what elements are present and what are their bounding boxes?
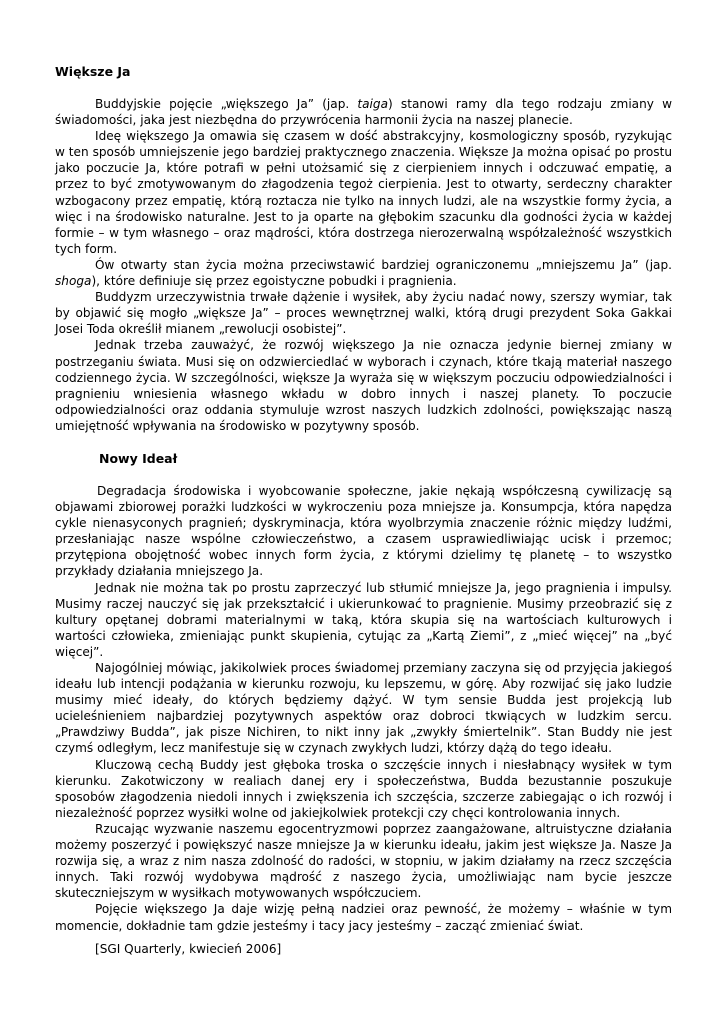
paragraph: Kluczową cechą Buddy jest głęboka troska o szczęście innych i niesłabnący wysiłek w tym kierunku. Zakotwiczony w realiach danej ery i społeczeństwa, Budda bezustannie poszukuje sposobów złagodzenia niedoli innych i zwiększenia ich szczęścia, szczerze zabiegając o ich rozwój i niezależność poprzez wysiłki wolne od jakiejkolwiek protekcji czy chęci kontrolowania innych. bbox=[55, 757, 672, 820]
paragraph: Ów otwarty stan życia można przeciwstawić bardziej ograniczonemu „mniejszemu Ja” (jap. shoga), które definiuje się przez egoistyczne pobudki i pragnienia. bbox=[55, 257, 672, 289]
section-body-wieksze-ja bbox=[55, 96, 672, 434]
paragraph: Ideę większego Ja omawia się czasem w dość abstrakcyjny, kosmologiczny sposób, ryzykując w ten sposób umniejszenie jego bardziej praktycznego znaczenia. Większe Ja można opisać po prostu jako poczucie Ja, które potrafi w pełni utożsamić się z cierpieniem innych i odczuwać empatię, a przez to być zmotywowanym do złagodzenia tegoż cierpienia. Jest to otwarty, serdeczny charakter wzbogacony przez empatię, którą roztacza nie tylko na innych ludzi, ale na wszystkie formy życia, a więc i na środowisko naturalne. Jest to ja oparte na głębokim szacunku dla godności życia w każdej formie – w tym własnego – oraz mądrości, która dostrzega nierozerwalną współzależność wszystkich tych form. bbox=[55, 129, 672, 256]
paragraph: Buddyzm urzeczywistnia trwałe dążenie i wysiłek, aby życiu nadać nowy, szerszy wymiar, tak by objawić się mogło „większe Ja” – proces wewnętrznej walki, którą drugi prezydent Soka Gakkai Josei Toda określił mianem „rewolucji osobistej”. bbox=[55, 290, 672, 337]
paragraph: Buddyjskie pojęcie „większego Ja” (jap. taiga) stanowi ramy dla tego rodzaju zmiany w świadomości, jaka jest niezbędna do przywrócenia harmonii życia na naszej planecie. bbox=[55, 97, 672, 128]
section-title-wieksze-ja: Większe Ja bbox=[55, 64, 131, 79]
section-body-nowy-ideal bbox=[55, 483, 672, 934]
paragraph: Jednak nie można tak po prostu zaprzeczyć lub stłumić mniejsze Ja, jego pragnienia i impulsy. Musimy raczej nauczyć się jak przekształcić i ukierunkować to pragnienie. Musimy przeobrazić się z kultury opętanej dobrami materialnymi w taką, która skupia się na wartościach kulturowych i wartości człowieka, zmieniając punkt skupienia, cytując za „Kartą Ziemi”, z „mieć więcej” na „być więcej”. bbox=[55, 580, 672, 659]
paragraph: Rzucając wyzwanie naszemu egocentryzmowi poprzez zaangażowane, altruistyczne działania możemy poszerzyć i powiększyć nasze mniejsze Ja w kierunku ideału, jakim jest większe Ja. Nasze Ja rozwija się, a wraz z nim nasza zdolność do radości, w stopniu, w jakim działamy na rzecz szczęścia innych. Taki rozwój wydobywa mądrość z naszego życia, umożliwiając nam bycie jeszcze skuteczniejszym w wysiłkach motywowanych współczuciem. bbox=[55, 821, 672, 901]
document-page bbox=[55, 64, 672, 934]
paragraph: Degradacja środowiska i wyobcowanie społeczne, jakie nękają współczesną cywilizację są objawami zbiorowej porażki ludzkości w wykroczeniu poza mniejsze ja. Konsumpcja, która napędza cykle nienasyconych pragnień; dyskryminacja, która wyolbrzymia znaczenie różnic między ludźmi, przesłaniając nasze wspólne człowieczeństwo, a czasem usprawiedliwiając ucisk i przemoc; przytępiona obojętność wobec innych form życia, z którymi dzielimy tę planetę – to wszystko przykłady działania mniejszego Ja. bbox=[55, 483, 672, 579]
section-title-nowy-ideal: Nowy Ideał bbox=[99, 450, 178, 466]
source-citation: [SGI Quarterly, kwiecień 2006] bbox=[95, 942, 282, 956]
paragraph: Pojęcie większego Ja daje wizję pełną nadziei oraz pewność, że możemy – właśnie w tym momencie, dokładnie tam gdzie jesteśmy i tacy jacy jesteśmy – zacząć zmieniać świat. bbox=[55, 902, 672, 933]
paragraph: Jednak trzeba zauważyć, że rozwój większego Ja nie oznacza jedynie biernej zmiany w postrzeganiu świata. Musi się on odzwierciedlać w wyborach i czynach, które tkają materiał naszego codziennego życia. W szczególności, większe Ja wyraża się w większym poczuciu odpowiedzialności i pragnieniu wniesienia własnego wkładu w dobro innych i naszej planety. To poczucie odpowiedzialności oraz oddania stymuluje wzrost naszych ludzkich zdolności, powiększając naszą umiejętność wpływania na środowisko w pozytywny sposób. bbox=[55, 338, 672, 433]
paragraph: Najogólniej mówiąc, jakikolwiek proces świadomej przemiany zaczyna się od przyjęcia jakiegoś ideału lub intencji podążania w kierunku rozwoju, ku lepszemu, w górę. Aby rozwijać się jako ludzie musimy mieć ideały, do których będziemy dążyć. W tym sensie Budda jest projekcją lub ucieleśnieniem najbardziej pozytywnych aspektów oraz dobroci tkwiących w ludzkim sercu. „Prawdziwy Budda”, jak pisze Nichiren, to nikt inny jak „zwykły śmiertelnik”. Stan Buddy nie jest czymś odległym, lecz manifestuje się w czynach zwykłych ludzi, którzy dążą do tego ideału. bbox=[55, 661, 672, 756]
